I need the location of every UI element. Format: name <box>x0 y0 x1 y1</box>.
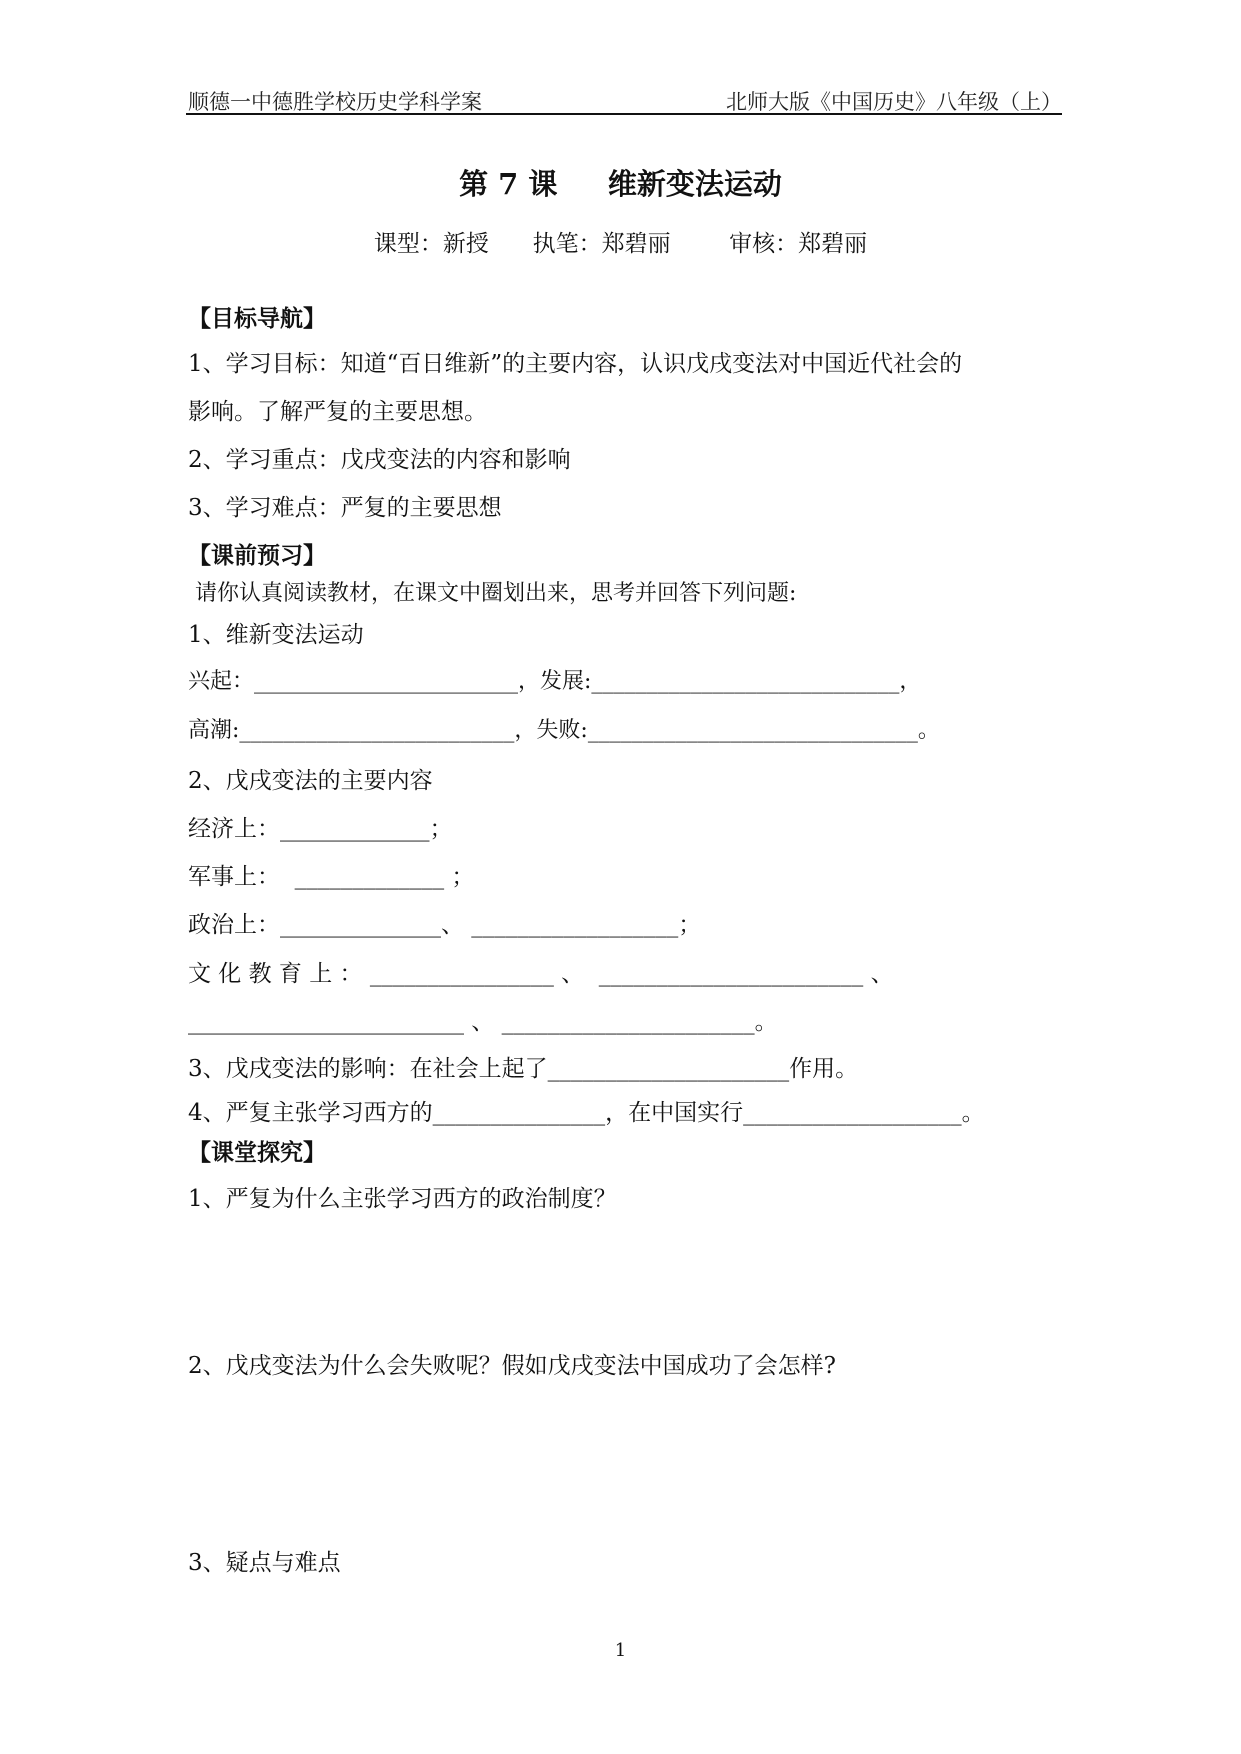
section-heading-goals: 【目标导航】 <box>188 305 326 332</box>
explore-question: 3、疑点与难点 <box>188 1550 341 1576</box>
preview-item: 1、维新变法运动 <box>188 622 364 648</box>
goal-line: 影响。了解严复的主要思想。 <box>188 399 487 425</box>
preview-item: 经济上：_____________； <box>188 816 453 842</box>
header-left: 顺德一中德胜学校历史学科学案 <box>188 90 482 114</box>
page-number: 1 <box>614 1640 627 1661</box>
preview-item: 3、戊戌变法的影响：在社会上起了_____________________作用。 <box>188 1056 859 1082</box>
preview-item: ________________________ 、 ______________________。 <box>188 1009 778 1035</box>
preview-item: 兴起：________________________，发展:____________________________， <box>188 669 922 694</box>
section-heading-explore: 【课堂探究】 <box>188 1139 326 1166</box>
goal-line: 2、学习重点：戊戌变法的内容和影响 <box>188 447 571 473</box>
goal-line: 1、学习目标：知道“百日维新”的主要内容，认识戊戌变法对中国近代社会的 <box>188 351 963 377</box>
goal-line: 3、学习难点：严复的主要思想 <box>188 495 502 521</box>
explore-question: 1、严复为什么主张学习西方的政治制度？ <box>188 1186 617 1212</box>
preview-item: 文 化 教 育 上 ： ________________ 、 _______________________ 、 <box>188 961 894 987</box>
lesson-title: 第 7 课 维新变法运动 <box>459 167 782 201</box>
header-right: 北师大版《中国历史》八年级（上） <box>726 90 1062 114</box>
preview-item: 政治上：______________、 __________________； <box>188 912 702 938</box>
explore-question: 2、戊戌变法为什么会失败呢？假如戊戌变法中国成功了会怎样? <box>188 1353 836 1379</box>
preview-item: 2、戊戌变法的主要内容 <box>188 768 433 794</box>
lesson-meta: 课型：新授 执笔：郑碧丽 审核：郑碧丽 <box>373 231 868 257</box>
section-heading-preview: 【课前预习】 <box>188 542 326 569</box>
preview-item: 军事上： _____________ ； <box>188 864 475 890</box>
preview-instruction: 请你认真阅读教材，在课文中圈划出来，思考并回答下列问题: <box>188 581 797 606</box>
header-rule <box>186 113 1062 115</box>
preview-item: 高潮:_________________________，失败:______________________________。 <box>188 718 940 743</box>
preview-item: 4、严复主张学习西方的_______________，在中国实行___________________。 <box>188 1100 985 1126</box>
